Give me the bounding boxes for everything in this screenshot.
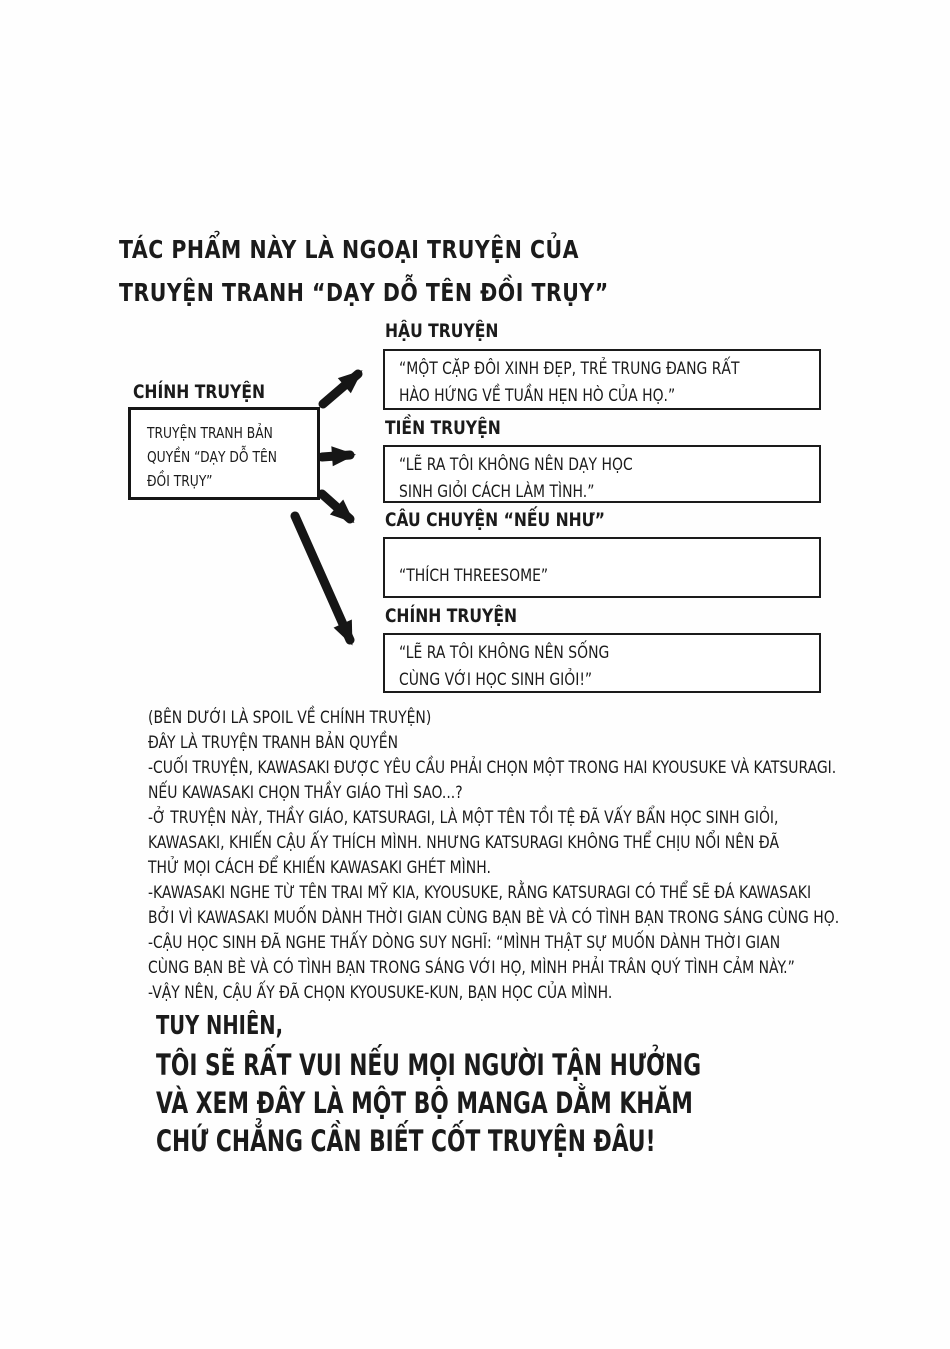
branch-label-sequel: HẬU TRUYỆN <box>385 320 499 342</box>
spoiler-line: THỬ MỌI CÁCH ĐỂ KHIẾN KAWASAKI GHÉT MÌNH. <box>148 858 491 878</box>
branch-box-what-if <box>383 537 821 598</box>
outro-line: TÔI SẼ RẤT VUI NẾU MỌI NGƯỜI TẬN HƯỞNG <box>156 1048 702 1082</box>
branch-box-line: “LẼ RA TÔI KHÔNG NÊN DẠY HỌC <box>399 455 633 475</box>
spoiler-line: -KAWASAKI NGHE TỪ TÊN TRAI MỸ KIA, KYOUSUKE, RẰNG KATSURAGI CÓ THỂ SẼ ĐÁ KAWASAKI <box>148 883 812 903</box>
source-box-line: ĐỒI TRỤY” <box>147 472 213 490</box>
arrow-to-main-story-icon <box>295 516 350 640</box>
page-title-line-2: TRUYỆN TRANH “DẠY DỖ TÊN ĐỒI TRỤY” <box>119 278 609 307</box>
spoiler-line: -CẬU HỌC SINH ĐÃ NGHE THẤY DÒNG SUY NGHĨ: “MÌNH THẬT SỰ MUỐN DÀNH THỜI GIAN <box>148 933 781 953</box>
source-node-box <box>128 407 320 500</box>
branch-box-sequel <box>383 349 821 410</box>
branch-box-line: “MỘT CẶP ĐÔI XINH ĐẸP, TRẺ TRUNG ĐANG RẤT <box>399 359 740 379</box>
branch-box-line: “THÍCH THREESOME” <box>399 566 549 586</box>
branch-box-line: “LẼ RA TÔI KHÔNG NÊN SỐNG <box>399 643 610 663</box>
outro-line: TUY NHIÊN, <box>156 1011 283 1041</box>
spoiler-line: (BÊN DƯỚI LÀ SPOIL VỀ CHÍNH TRUYỆN) <box>148 708 432 728</box>
branch-box-line: HÀO HỨNG VỀ TUẦN HẸN HÒ CỦA HỌ.” <box>399 386 676 406</box>
source-node-label: CHÍNH TRUYỆN <box>133 381 266 403</box>
outro-line: CHỨ CHẲNG CẦN BIẾT CỐT TRUYỆN ĐÂU! <box>156 1124 656 1158</box>
spoiler-line: ĐÂY LÀ TRUYỆN TRANH BẢN QUYỀN <box>148 733 398 753</box>
branch-box-main-story <box>383 633 821 693</box>
branch-box-prequel <box>383 445 821 503</box>
arrow-to-sequel-icon <box>323 374 358 404</box>
branch-box-line: SINH GIỎI CÁCH LÀM TÌNH.” <box>399 482 595 502</box>
branch-box-line: CÙNG VỚI HỌC SINH GIỎI!” <box>399 670 593 690</box>
spoiler-line: BỞI VÌ KAWASAKI MUỐN DÀNH THỜI GIAN CÙNG BẠN BÈ VÀ CÓ TÌNH BẠN TRONG SÁNG CÙNG HỌ. <box>148 908 840 928</box>
source-box-line: QUYỀN “DẠY DỖ TÊN <box>147 448 277 466</box>
spoiler-line: -CUỐI TRUYỆN, KAWASAKI ĐƯỢC YÊU CẦU PHẢI CHỌN MỘT TRONG HAI KYOUSUKE VÀ KATSURAGI. <box>148 758 837 778</box>
spoiler-line: -VẬY NÊN, CẬU ẤY ĐÃ CHỌN KYOUSUKE-KUN, BẠN HỌC CỦA MÌNH. <box>148 983 613 1003</box>
branch-label-what-if: CÂU CHUYỆN “NẾU NHƯ” <box>385 509 605 531</box>
spoiler-section <box>148 706 948 1006</box>
outro-line: VÀ XEM ĐÂY LÀ MỘT BỘ MANGA DẰM KHĂM <box>156 1086 693 1120</box>
source-box-line: TRUYỆN TRANH BẢN <box>147 424 273 442</box>
arrow-to-prequel-icon <box>322 455 350 457</box>
branch-label-main-story: CHÍNH TRUYỆN <box>385 605 518 627</box>
spoiler-line: KAWASAKI, KHIẾN CẬU ẤY THÍCH MÌNH. NHƯNG KATSURAGI KHÔNG THỂ CHỊU NỔI NÊN ĐÃ <box>148 833 779 853</box>
spoiler-line: CÙNG BẠN BÈ VÀ CÓ TÌNH BẠN TRONG SÁNG VỚI HỌ, MÌNH PHẢI TRÂN QUÝ TÌNH CẢM NÀY.” <box>148 958 795 978</box>
outro-section <box>156 1006 946 1160</box>
spoiler-line: NẾU KAWASAKI CHỌN THẦY GIÁO THÌ SAO...? <box>148 783 463 803</box>
page-title <box>119 228 716 314</box>
branch-label-prequel: TIỀN TRUYỆN <box>385 417 501 439</box>
spoiler-line: -Ở TRUYỆN NÀY, THẦY GIÁO, KATSURAGI, LÀ MỘT TÊN TỒI TỆ ĐÃ VẤY BẨN HỌC SINH GIỎI, <box>148 808 779 828</box>
page-title-line-1: TÁC PHẨM NÀY LÀ NGOẠI TRUYỆN CỦA <box>119 235 580 264</box>
arrow-to-what-if-icon <box>322 494 350 519</box>
